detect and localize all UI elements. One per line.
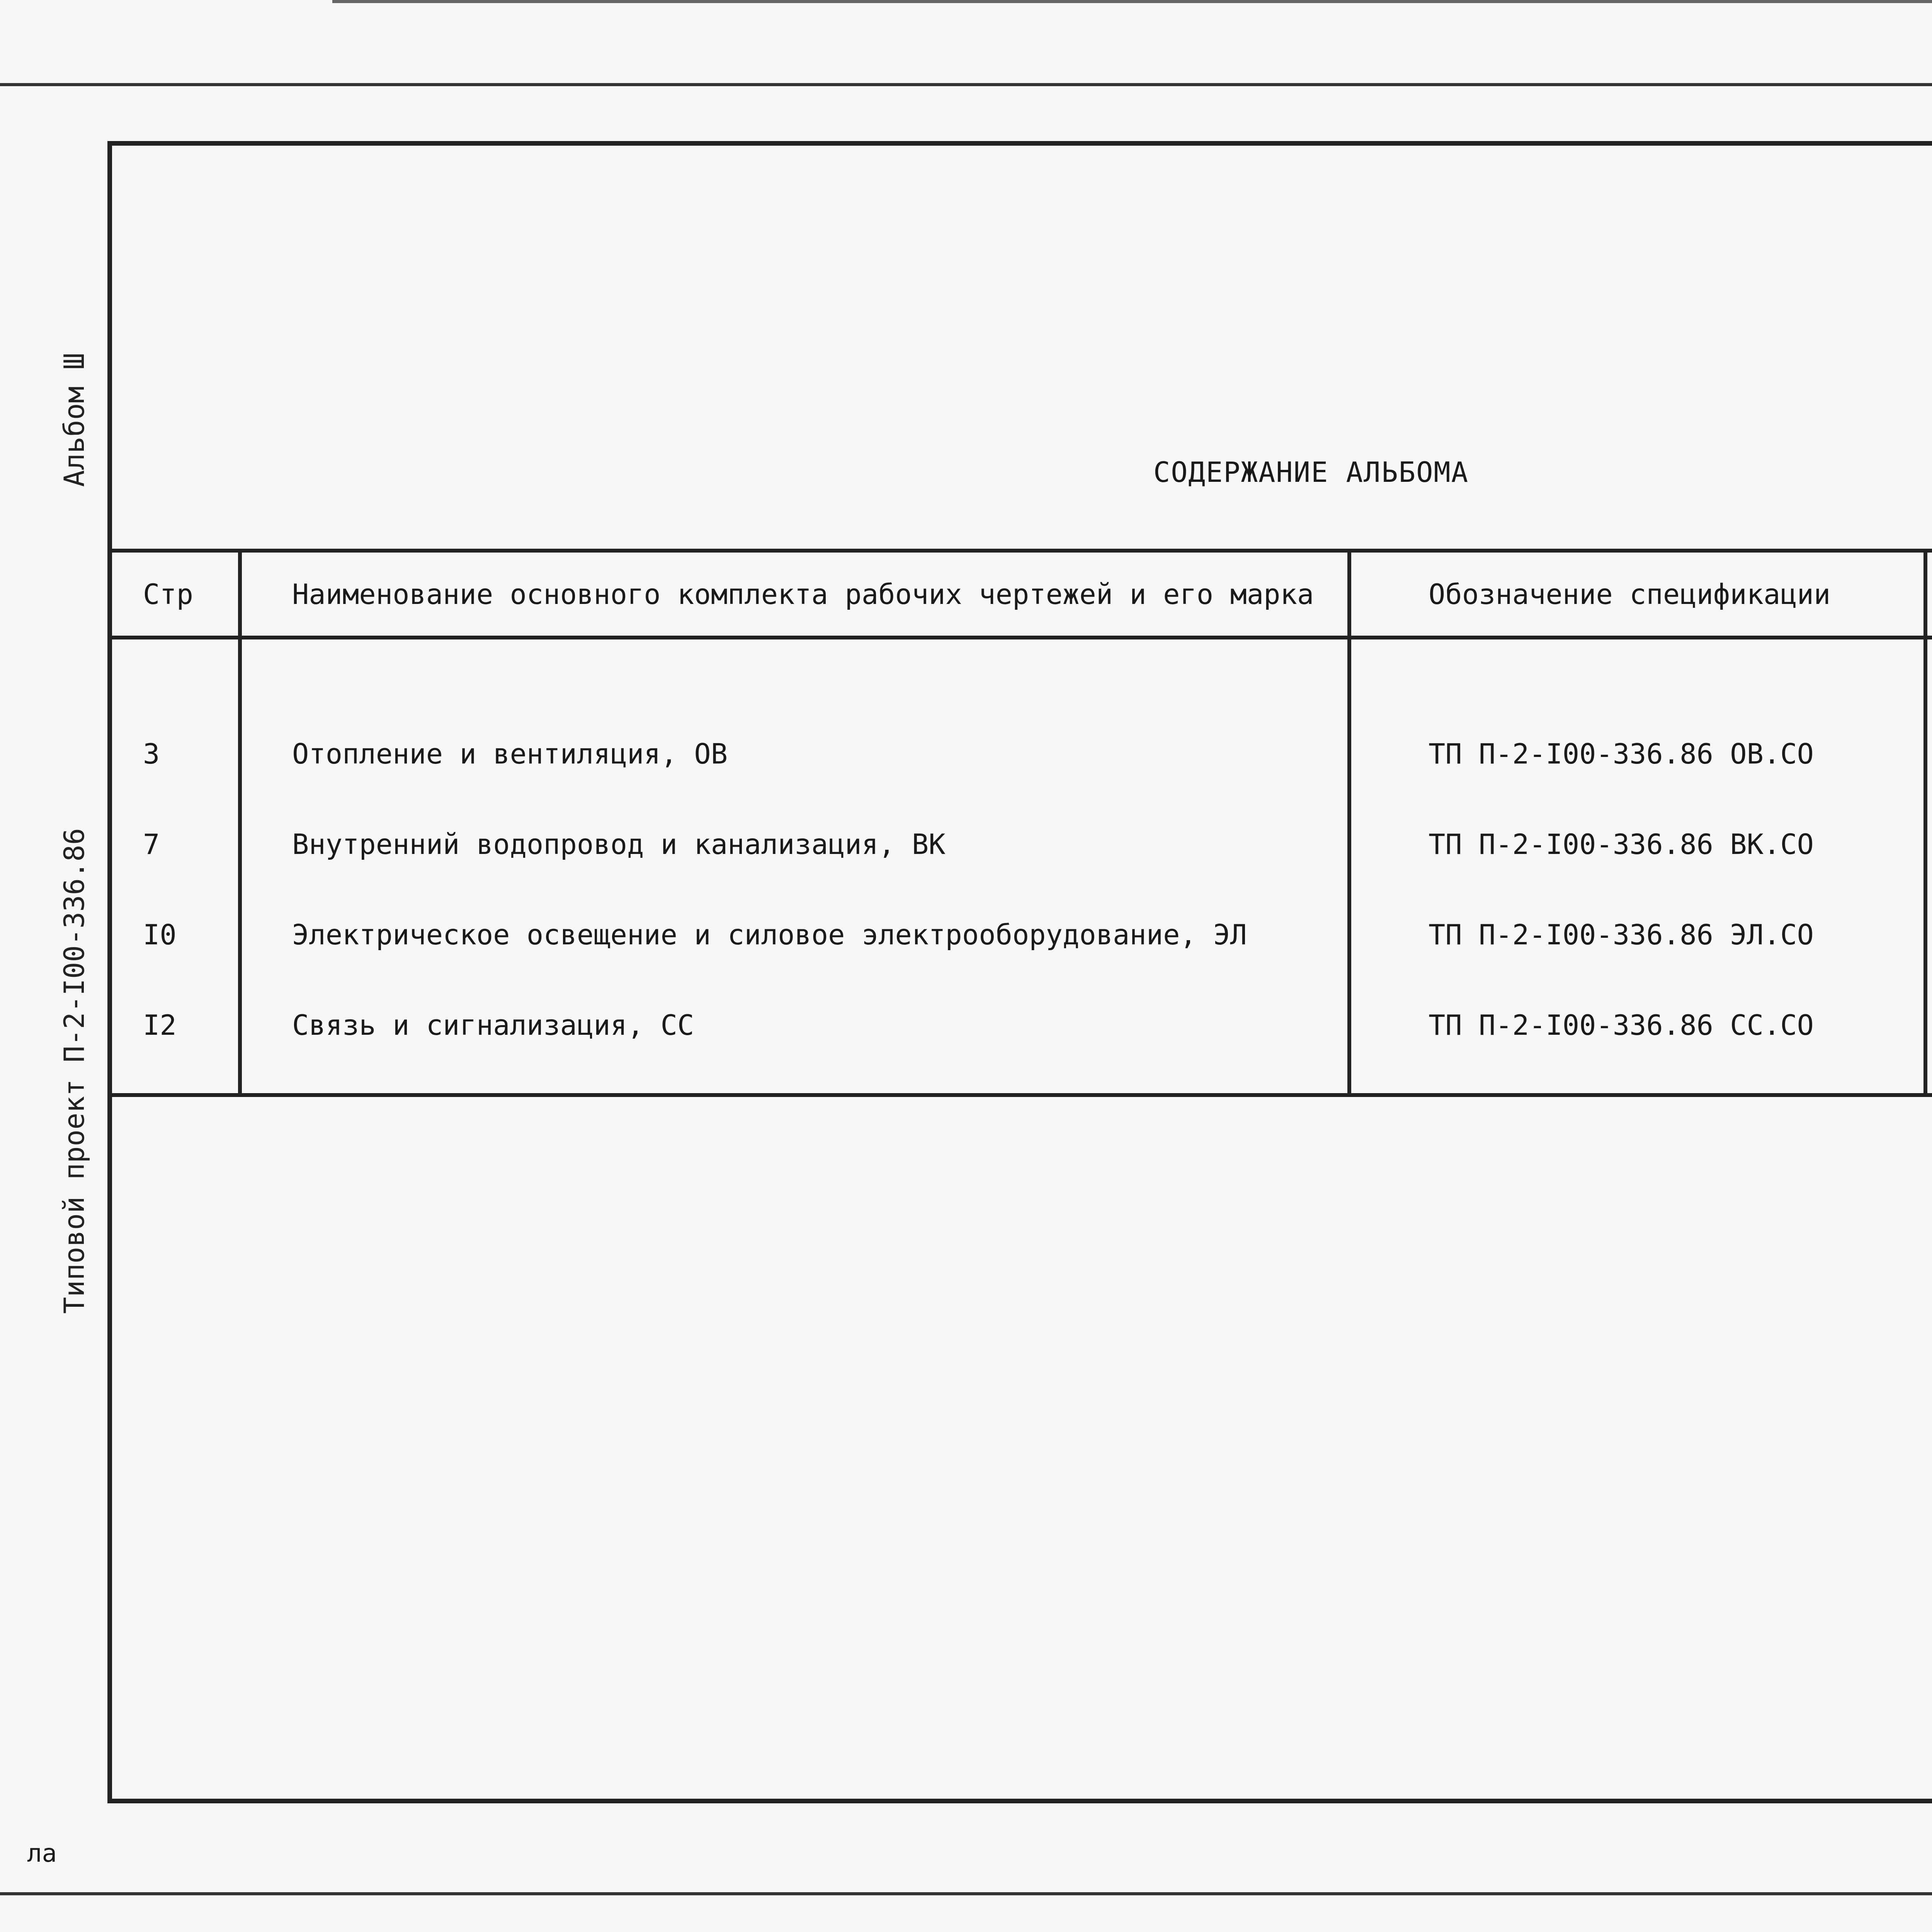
header-name: Наименование основного комплекта рабочих чертежей и его марка bbox=[240, 551, 1349, 638]
row-name: Отопление и вентиляция, ОВ bbox=[240, 638, 1349, 799]
row-page: 7 bbox=[143, 828, 160, 861]
contents-table bbox=[112, 549, 1932, 1097]
header-page: Стр bbox=[143, 578, 194, 611]
row-code: ТП П-2-I00-336.86 ОВ.СО bbox=[1349, 638, 1925, 799]
page-title: СОДЕРЖАНИЕ АЛЬБОМА bbox=[1153, 456, 1469, 488]
row-org bbox=[1925, 889, 1932, 980]
header-code: Обозначение спецификации bbox=[1349, 551, 1925, 638]
row-org bbox=[1925, 638, 1932, 799]
row-name: Электрическое освещение и силовое электрооборудование, ЭЛ bbox=[240, 889, 1349, 980]
row-org bbox=[1925, 799, 1932, 889]
row-name: Внутренний водопровод и канализация, ВК bbox=[240, 799, 1349, 889]
row-code: ТП П-2-I00-336.86 ВК.СО bbox=[1349, 799, 1925, 889]
side-label-album: Альбом Ш bbox=[58, 353, 90, 487]
table-row bbox=[112, 980, 1932, 1095]
row-name: Связь и сигнализация, СС bbox=[240, 980, 1349, 1095]
row-page: 3 bbox=[143, 738, 160, 770]
corner-label: ла bbox=[27, 1839, 57, 1868]
table-row bbox=[112, 799, 1932, 889]
table-header-row bbox=[112, 551, 1932, 638]
row-page: I0 bbox=[143, 918, 177, 951]
side-label-project: Типовой проект П-2-I00-336.86 bbox=[58, 828, 90, 1314]
top-edge-rule bbox=[332, 0, 1932, 3]
table-row bbox=[112, 638, 1932, 799]
row-org bbox=[1925, 980, 1932, 1095]
row-page: I2 bbox=[143, 1009, 177, 1041]
header-org bbox=[1925, 551, 1932, 638]
row-code: ТП П-2-I00-336.86 ЭЛ.СО bbox=[1349, 889, 1925, 980]
row-code: ТП П-2-I00-336.86 СС.СО bbox=[1349, 980, 1925, 1095]
table-row bbox=[112, 889, 1932, 980]
